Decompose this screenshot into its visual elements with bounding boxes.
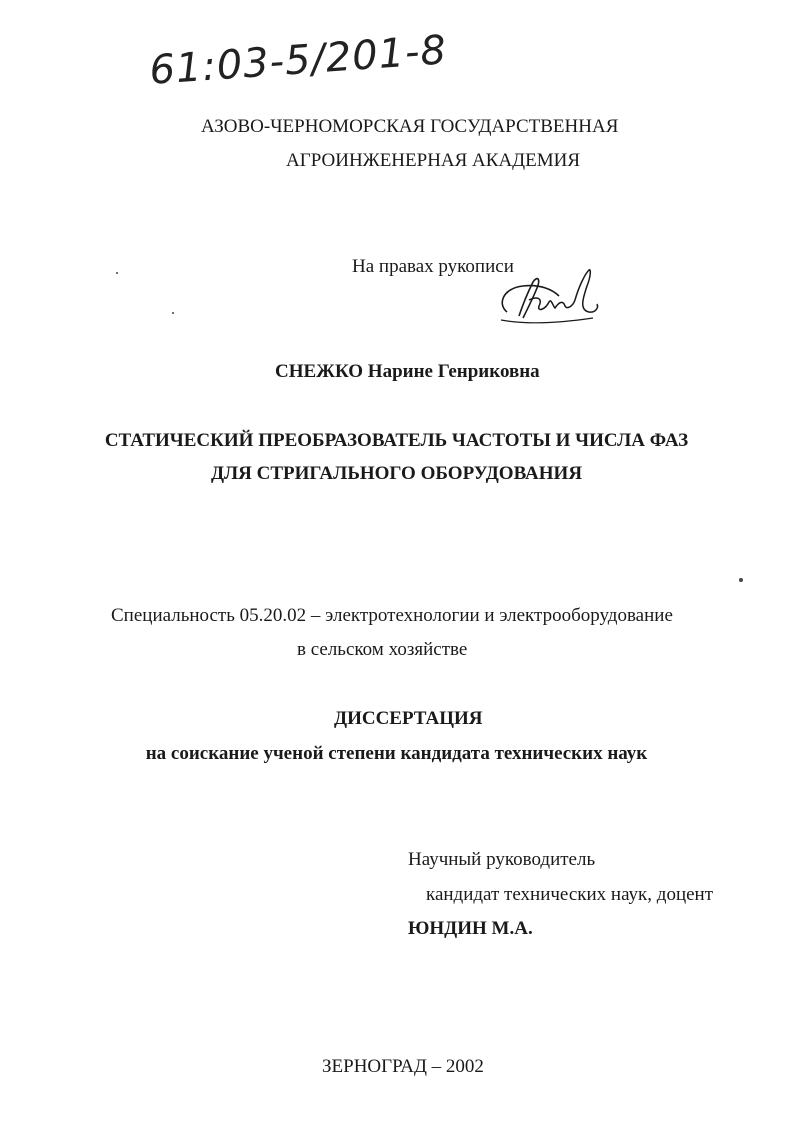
author-name: СНЕЖКО Нарине Генриковна	[275, 361, 540, 382]
work-type: ДИССЕРТАЦИЯ	[334, 708, 483, 729]
institution-line-2: АГРОИНЖЕНЕРНАЯ АКАДЕМИЯ	[286, 150, 581, 171]
specialty-line-1: Специальность 05.20.02 – электротехнологии и электрооборудование	[111, 605, 673, 626]
scan-speck	[739, 578, 743, 582]
manuscript-rights: На правах рукописи	[352, 256, 514, 277]
title-line-2: ДЛЯ СТРИГАЛЬНОГО ОБОРУДОВАНИЯ	[210, 463, 583, 484]
title-line-1: СТАТИЧЕСКИЙ ПРЕОБРАЗОВАТЕЛЬ ЧАСТОТЫ И ЧИСЛА ФАЗ	[104, 430, 689, 451]
signature	[493, 266, 605, 328]
place-year: ЗЕРНОГРАД – 2002	[322, 1056, 484, 1077]
supervisor-name: ЮНДИН М.А.	[408, 918, 533, 939]
specialty-line-2: в сельском хозяйстве	[297, 639, 468, 660]
supervisor-credentials: кандидат технических наук, доцент	[426, 884, 714, 905]
supervisor-role: Научный руководитель	[408, 849, 596, 870]
institution-line-1: АЗОВО-ЧЕРНОМОРСКАЯ ГОСУДАРСТВЕННАЯ	[201, 116, 619, 137]
degree: на соискание ученой степени кандидата технических наук	[145, 743, 648, 764]
archive-number: 61:03-5/201-8	[148, 27, 449, 94]
scan-speck	[172, 312, 174, 314]
scan-speck	[116, 272, 118, 274]
